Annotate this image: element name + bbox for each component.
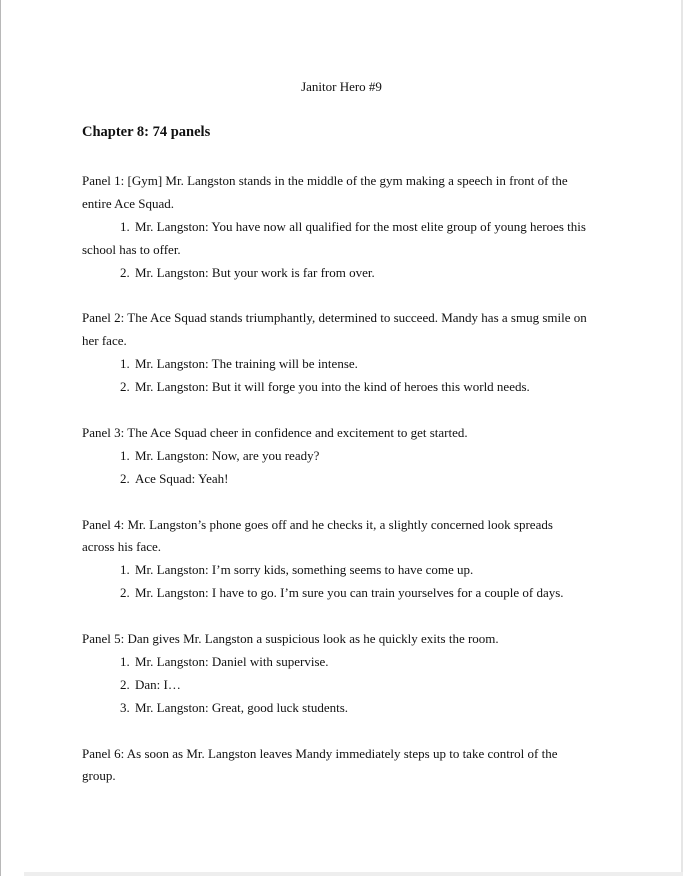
chapter-title: Chapter 8: 74 panels bbox=[82, 124, 211, 140]
panel-description-continued: group. bbox=[82, 768, 116, 784]
dialogue-number: 1. bbox=[120, 356, 130, 372]
dialogue-text: Mr. Langston: Now, are you ready? bbox=[135, 447, 320, 463]
dialogue-number: 1. bbox=[120, 218, 130, 234]
panel-1 bbox=[82, 170, 607, 285]
dialogue-text: Ace Squad: Yeah! bbox=[135, 470, 229, 486]
panel-description-continued: her face. bbox=[82, 333, 127, 349]
dialogue-number: 1. bbox=[120, 562, 130, 578]
panel-description-continued: across his face. bbox=[82, 539, 162, 555]
panel-description: Panel 6: As soon as Mr. Langston leaves Mandy immediately steps up to take control of the bbox=[82, 745, 558, 761]
panel-6 bbox=[82, 743, 607, 789]
dialogue-text: Mr. Langston: I have to go. I’m sure you can train yourselves for a couple of days. bbox=[135, 585, 564, 601]
panel-4 bbox=[82, 514, 607, 606]
dialogue-number: 2. bbox=[120, 585, 130, 601]
dialogue-number: 2. bbox=[120, 379, 130, 395]
dialogue-line bbox=[82, 445, 607, 468]
dialogue-line bbox=[82, 376, 607, 399]
panel-2 bbox=[82, 307, 607, 399]
page-header: Janitor Hero #9 bbox=[301, 79, 382, 94]
dialogue-text: Mr. Langston: But your work is far from over. bbox=[135, 264, 375, 280]
dialogue-text: Mr. Langston: But it will forge you into the kind of heroes this world needs. bbox=[135, 379, 530, 395]
dialogue-list bbox=[82, 353, 607, 399]
dialogue-line bbox=[82, 468, 607, 491]
dialogue-number: 3. bbox=[120, 699, 130, 715]
dialogue-list bbox=[82, 559, 607, 605]
dialogue-line bbox=[82, 697, 607, 720]
dialogue-text: Dan: I… bbox=[135, 676, 181, 692]
dialogue-text: Mr. Langston: You have now all qualified for the most elite group of young heroes this bbox=[135, 218, 586, 234]
panel-3 bbox=[82, 422, 607, 491]
dialogue-line bbox=[82, 353, 607, 376]
dialogue-text: Mr. Langston: The training will be intense. bbox=[135, 356, 358, 372]
dialogue-continuation: school has to offer. bbox=[82, 241, 181, 257]
dialogue-number: 1. bbox=[120, 447, 130, 463]
dialogue-text: Mr. Langston: Daniel with supervise. bbox=[135, 653, 329, 669]
dialogue-list bbox=[82, 445, 607, 491]
dialogue-list bbox=[82, 651, 607, 720]
panel-description: Panel 5: Dan gives Mr. Langston a suspicious look as he quickly exits the room. bbox=[82, 631, 499, 647]
dialogue-number: 2. bbox=[120, 676, 130, 692]
dialogue-line bbox=[82, 582, 607, 605]
panel-5 bbox=[82, 628, 607, 720]
dialogue-number: 2. bbox=[120, 470, 130, 486]
panel-description: Panel 3: The Ace Squad cheer in confidence and excitement to get started. bbox=[82, 424, 468, 440]
panel-description: Panel 4: Mr. Langston’s phone goes off and he checks it, a slightly concerned look spreads bbox=[82, 516, 553, 532]
dialogue-line bbox=[82, 674, 607, 697]
dialogue-line bbox=[82, 559, 607, 582]
dialogue-list bbox=[82, 216, 607, 285]
panel-description-continued: entire Ace Squad. bbox=[82, 195, 175, 211]
script-body bbox=[82, 170, 607, 811]
panel-description: Panel 2: The Ace Squad stands triumphantly, determined to succeed. Mandy has a smug smile on bbox=[82, 310, 587, 326]
dialogue-text: Mr. Langston: Great, good luck students. bbox=[135, 699, 349, 715]
dialogue-number: 2. bbox=[120, 264, 130, 280]
dialogue-text: Mr. Langston: I’m sorry kids, something seems to have come up. bbox=[135, 562, 474, 578]
dialogue-number: 1. bbox=[120, 653, 130, 669]
dialogue-line bbox=[82, 216, 607, 239]
dialogue-line bbox=[82, 262, 607, 285]
panel-description: Panel 1: [Gym] Mr. Langston stands in the middle of the gym making a speech in front of the bbox=[82, 173, 568, 188]
dialogue-line bbox=[82, 651, 607, 674]
